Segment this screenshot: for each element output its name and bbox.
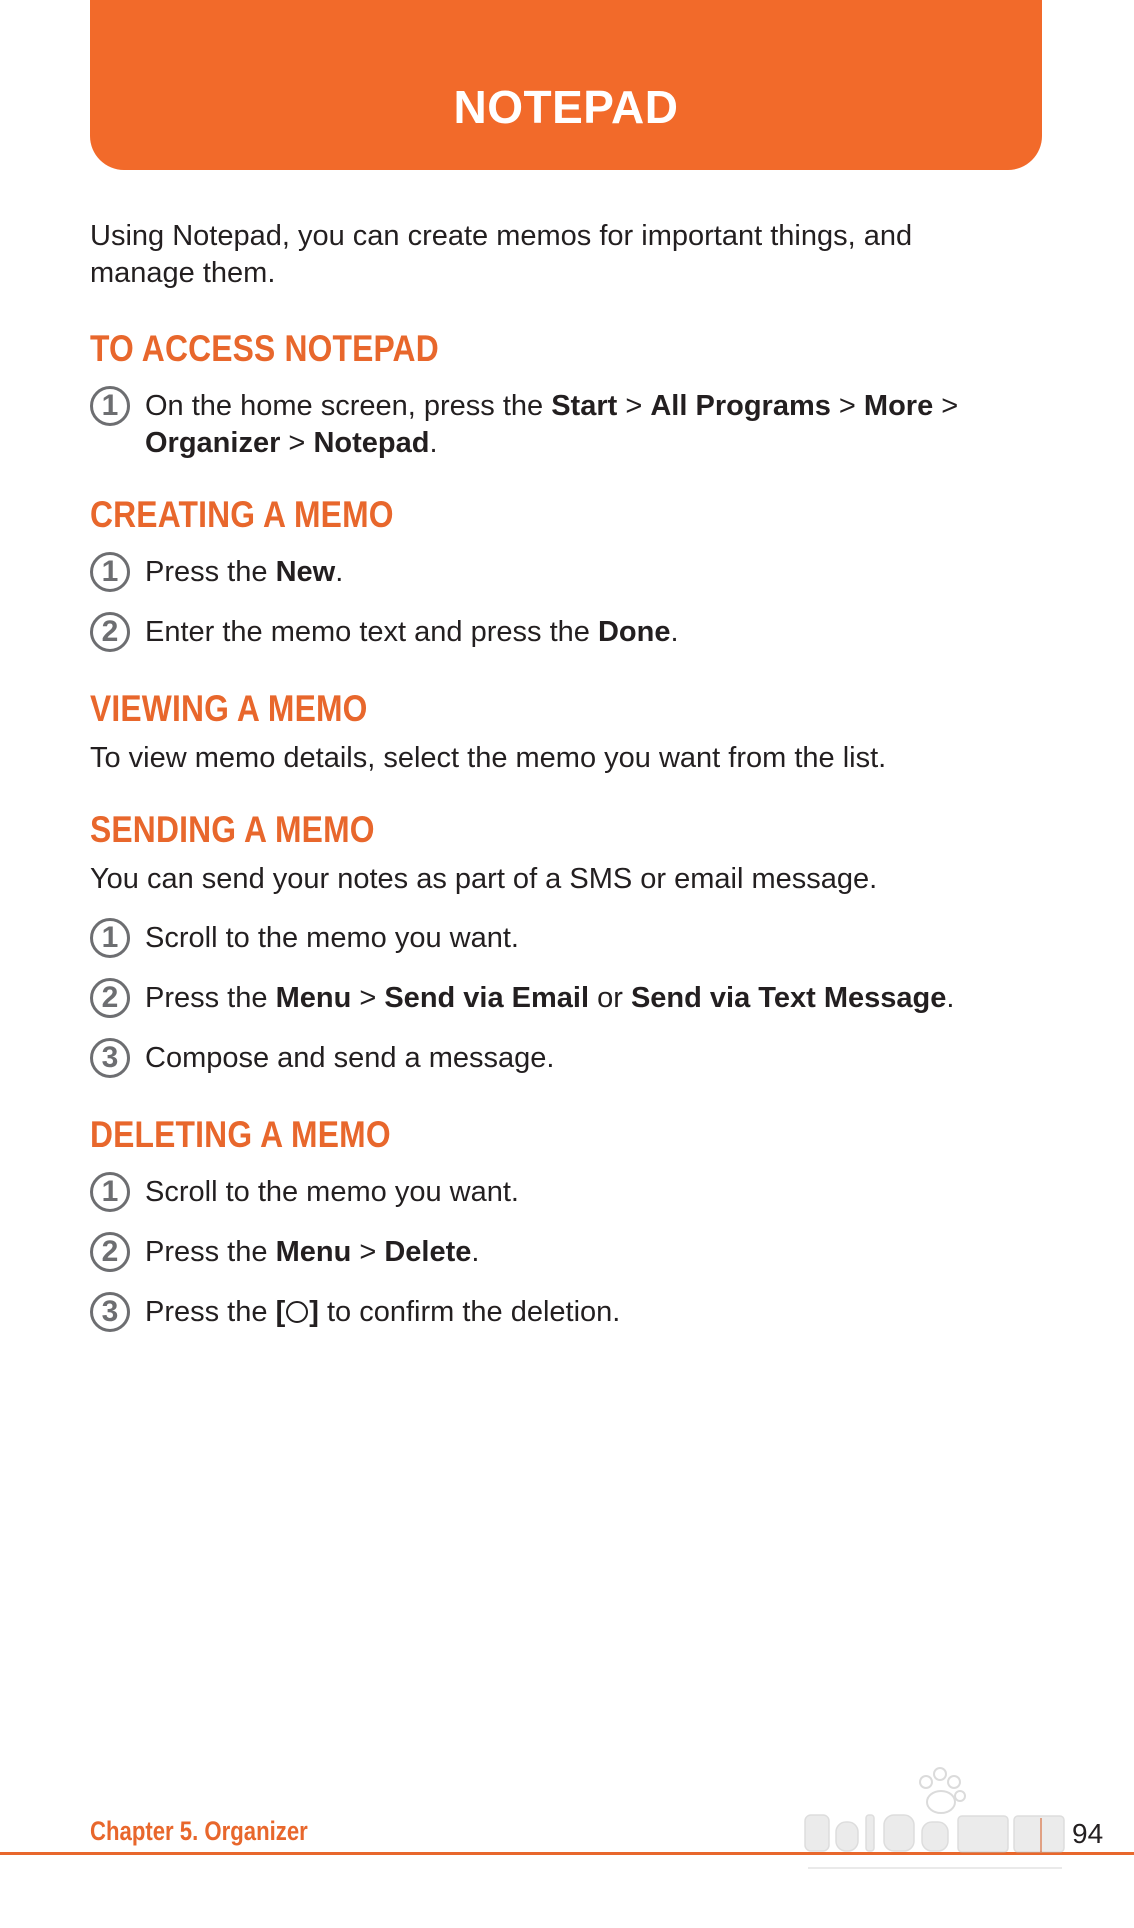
step-text: Compose and send a message.: [145, 1042, 555, 1074]
section-creating: [90, 494, 1050, 652]
step-item: [90, 980, 1050, 1018]
step-number-icon: 3: [90, 1292, 130, 1332]
page-title: NOTEPAD: [453, 81, 679, 133]
ui-label: Done: [597, 616, 671, 648]
footer-chapter: Chapter 5. Organizer: [90, 1816, 308, 1846]
ui-label: New: [275, 556, 336, 588]
step-item: [90, 1174, 1050, 1212]
key-label: [ ]: [275, 1296, 319, 1328]
step-text: Scroll to the memo you want.: [145, 922, 519, 954]
header-banner: [90, 0, 1042, 170]
step-number-icon: 1: [90, 1172, 130, 1212]
section-heading: VIEWING A MEMO: [90, 688, 368, 729]
intro-text: Using Notepad, you can create memos for important things, and manage them.: [90, 220, 913, 289]
step-text: Press the Menu > Send via Email or Send via Text Message.: [145, 982, 955, 1014]
baidu-watermark-logo: [800, 1760, 1080, 1880]
section-sending: [90, 809, 1050, 1078]
step-item: [90, 1294, 1050, 1332]
ui-label: Menu: [275, 982, 352, 1014]
section-text: To view memo details, select the memo you want from the list.: [90, 742, 887, 774]
step-number-icon: 1: [90, 552, 130, 592]
step-item: [90, 388, 1050, 462]
step-number-icon: 2: [90, 1232, 130, 1272]
step-text: Press the [ ] to confirm the deletion.: [145, 1296, 621, 1328]
section-heading: DELETING A MEMO: [90, 1114, 391, 1155]
section-viewing: [90, 688, 1050, 777]
step-item: [90, 920, 1050, 958]
content: [90, 218, 1050, 1332]
ui-label: Send via Email: [384, 982, 590, 1014]
step-text: On the home screen, press the Start > All Programs > More > Organizer > Notepad.: [145, 390, 959, 459]
step-text: Press the Menu > Delete.: [145, 1236, 480, 1268]
step-item: [90, 554, 1050, 592]
step-number-icon: 2: [90, 978, 130, 1018]
step-text: Enter the memo text and press the Done.: [145, 616, 679, 648]
step-text: Scroll to the memo you want.: [145, 1176, 519, 1208]
step-item: [90, 1234, 1050, 1272]
step-number-icon: 1: [90, 918, 130, 958]
section-heading: SENDING A MEMO: [90, 809, 375, 850]
step-number-icon: 2: [90, 612, 130, 652]
ui-label: More: [863, 390, 934, 422]
ui-label: Organizer: [145, 427, 281, 459]
section-text: You can send your notes as part of a SMS or email message.: [90, 863, 878, 895]
ui-label: Menu: [275, 1236, 352, 1268]
ui-label: Delete: [384, 1236, 472, 1268]
step-item: [90, 1040, 1050, 1078]
ui-label: Notepad: [313, 427, 430, 459]
section-deleting: [90, 1114, 1050, 1332]
step-item: [90, 614, 1050, 652]
page-number: 94: [1072, 1818, 1104, 1849]
ui-label: Start: [551, 390, 618, 422]
section-heading: CREATING A MEMO: [90, 494, 394, 535]
section-access: [90, 328, 1050, 462]
step-number-icon: 3: [90, 1038, 130, 1078]
ui-label: All Programs: [650, 390, 831, 422]
step-text: Press the New.: [145, 556, 344, 588]
ok-key-icon: [286, 1301, 308, 1323]
ui-label: Send via Text Message: [630, 982, 947, 1014]
step-number-icon: 1: [90, 386, 130, 426]
section-heading: TO ACCESS NOTEPAD: [90, 328, 439, 369]
